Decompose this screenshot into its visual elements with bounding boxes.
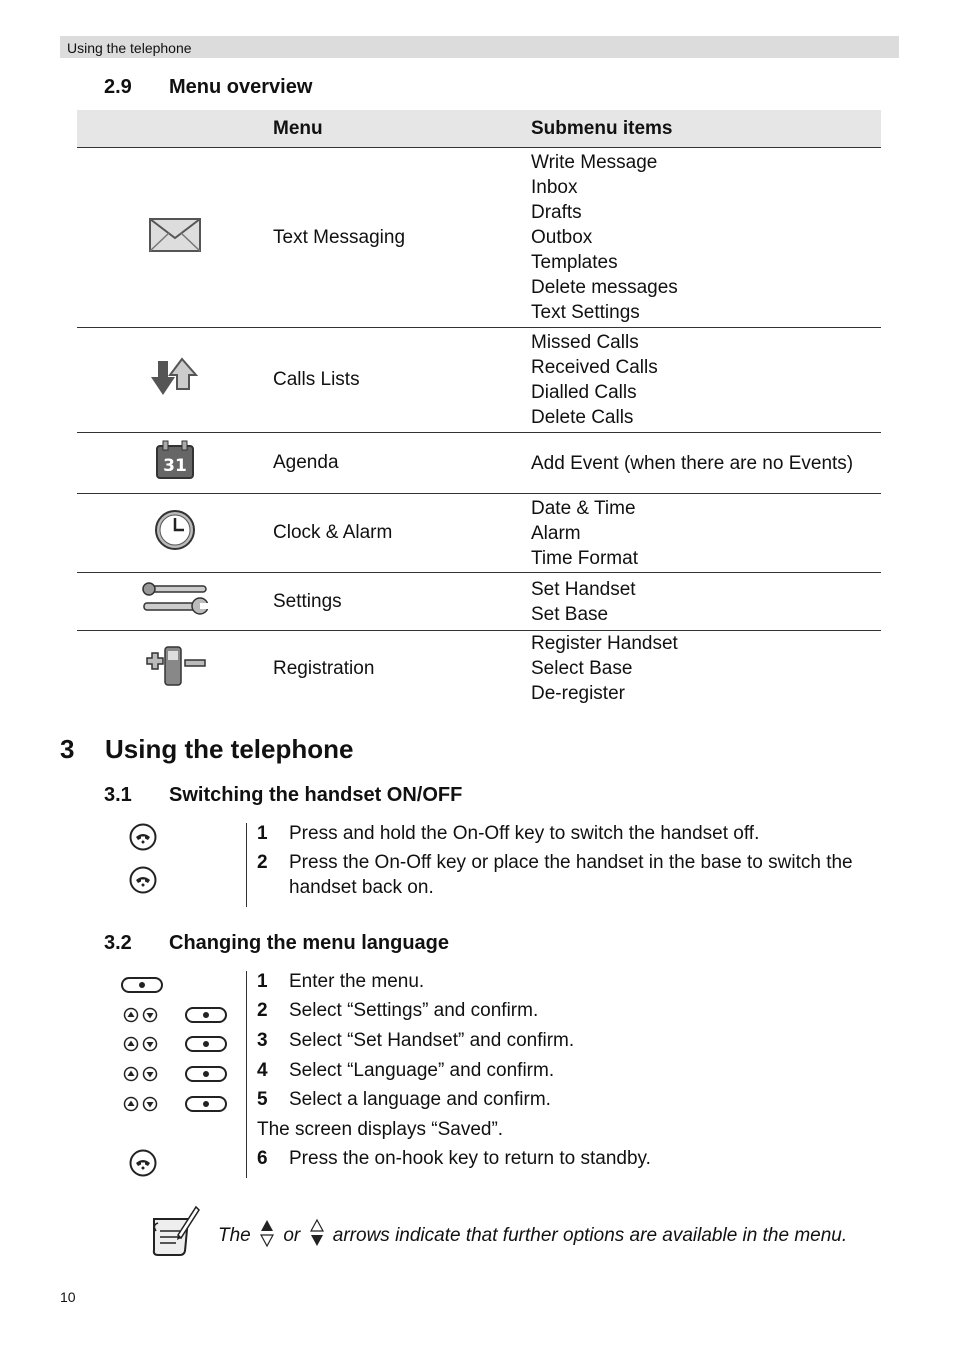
list-item: Time Format bbox=[531, 547, 638, 569]
table-row bbox=[77, 148, 881, 328]
up-down-arrow-keys-icon bbox=[123, 1036, 159, 1057]
section-3-2-heading bbox=[104, 932, 450, 955]
list-item: Dialled Calls bbox=[531, 382, 637, 403]
chapter-title: Using the telephone bbox=[105, 734, 354, 764]
handset-plus-minus-icon bbox=[141, 671, 209, 692]
list-item: Received Calls bbox=[531, 357, 658, 378]
section-3-1-heading bbox=[104, 784, 463, 807]
submenu-list bbox=[531, 631, 881, 706]
step-item: 1 Press and hold the On-Off key to switch the handset off. bbox=[257, 823, 760, 844]
section-number: 2.9 bbox=[104, 76, 132, 98]
scroll-down-indicator-icon bbox=[260, 1218, 274, 1254]
on-off-key-icon bbox=[129, 866, 157, 899]
list-item: De-register bbox=[531, 683, 625, 705]
table-row bbox=[77, 433, 881, 494]
list-item: Delete Calls bbox=[531, 407, 634, 428]
table-row bbox=[77, 573, 881, 631]
list-item: Select Base bbox=[531, 658, 633, 680]
table-row bbox=[77, 631, 881, 707]
menu-cell: Calls Lists bbox=[273, 328, 531, 433]
step-item: 6 Press the on-hook key to return to standby. bbox=[257, 1148, 651, 1169]
menu-cell: Settings bbox=[273, 573, 531, 631]
step-item: 4 Select “Language” and confirm. bbox=[257, 1060, 555, 1081]
running-title: Using the telephone bbox=[67, 40, 192, 56]
step-item-continuation: handset back on. bbox=[289, 877, 434, 898]
menu-cell: Registration bbox=[273, 657, 375, 679]
on-hook-key-icon bbox=[129, 1149, 157, 1182]
menu-ok-key-icon bbox=[121, 977, 163, 998]
list-item: Missed Calls bbox=[531, 332, 639, 353]
section-number: 3.2 bbox=[104, 932, 132, 954]
wrench-icon bbox=[140, 600, 210, 621]
list-item: Templates bbox=[531, 252, 618, 273]
step-item: 1 Enter the menu. bbox=[257, 971, 425, 992]
envelope-icon bbox=[149, 236, 201, 257]
step-note: The screen displays “Saved”. bbox=[257, 1119, 504, 1140]
scroll-up-indicator-icon bbox=[310, 1218, 324, 1254]
section-title: Menu overview bbox=[169, 76, 313, 98]
column-header-menu: Menu bbox=[273, 110, 531, 148]
clock-icon bbox=[154, 535, 196, 556]
note-pad-icon bbox=[150, 1205, 200, 1262]
submenu-list bbox=[531, 451, 881, 476]
table-header-row bbox=[77, 110, 881, 148]
column-header-submenu: Submenu items bbox=[531, 110, 881, 148]
menu-overview-table bbox=[77, 110, 881, 707]
list-item: Write Message bbox=[531, 152, 658, 173]
list-item: Set Handset bbox=[531, 578, 636, 600]
list-item: Alarm bbox=[531, 522, 581, 544]
list-item: Text Settings bbox=[531, 302, 640, 323]
step-item: 2 Press the On-Off key or place the handset in the base to switch the bbox=[257, 852, 853, 873]
table-row bbox=[77, 328, 881, 433]
submenu-list bbox=[531, 577, 881, 627]
list-item: Set Base bbox=[531, 603, 609, 625]
call-arrows-icon bbox=[150, 381, 200, 402]
step-item: 2 Select “Settings” and confirm. bbox=[257, 1000, 539, 1021]
list-item: Outbox bbox=[531, 227, 593, 248]
menu-cell: Agenda bbox=[273, 433, 531, 494]
list-item: Date & Time bbox=[531, 497, 636, 519]
page-number: 10 bbox=[60, 1289, 76, 1305]
up-down-arrow-keys-icon bbox=[123, 1096, 159, 1117]
table-row bbox=[77, 494, 881, 573]
section-title: Switching the handset ON/OFF bbox=[169, 784, 463, 806]
menu-cell: Text Messaging bbox=[273, 148, 531, 328]
on-off-key-icon bbox=[129, 823, 157, 856]
chapter-3-heading bbox=[60, 734, 354, 765]
section-number: 3.1 bbox=[104, 784, 132, 806]
submenu-list bbox=[531, 496, 881, 571]
list-item: Delete messages bbox=[531, 277, 678, 298]
calendar-icon bbox=[155, 456, 195, 485]
steps-list-3-1 bbox=[246, 823, 907, 907]
chapter-number: 3 bbox=[60, 734, 75, 764]
list-item: Drafts bbox=[531, 202, 582, 223]
step-item: 5 Select a language and confirm. bbox=[257, 1089, 551, 1110]
list-item: Add Event (when there are no Events) bbox=[531, 452, 854, 474]
section-title: Changing the menu language bbox=[169, 932, 450, 954]
menu-ok-key-icon bbox=[185, 1066, 227, 1087]
submenu-list bbox=[531, 330, 881, 430]
menu-ok-key-icon bbox=[185, 1007, 227, 1028]
menu-cell: Clock & Alarm bbox=[273, 494, 531, 573]
list-item: Register Handset bbox=[531, 633, 678, 655]
up-down-arrow-keys-icon bbox=[123, 1066, 159, 1087]
list-item: Inbox bbox=[531, 177, 578, 198]
menu-ok-key-icon bbox=[185, 1096, 227, 1117]
running-header bbox=[60, 36, 899, 58]
up-down-arrow-keys-icon bbox=[123, 1007, 159, 1028]
section-2-9-heading bbox=[104, 76, 313, 99]
svg-text:31: 31 bbox=[163, 456, 187, 476]
submenu-list bbox=[531, 150, 881, 325]
menu-arrows-note: The or arrows indicate that further options are available in the menu. bbox=[218, 1218, 847, 1254]
menu-ok-key-icon bbox=[185, 1036, 227, 1057]
step-item: 3 Select “Set Handset” and confirm. bbox=[257, 1030, 575, 1051]
steps-list-3-2 bbox=[246, 971, 907, 1178]
